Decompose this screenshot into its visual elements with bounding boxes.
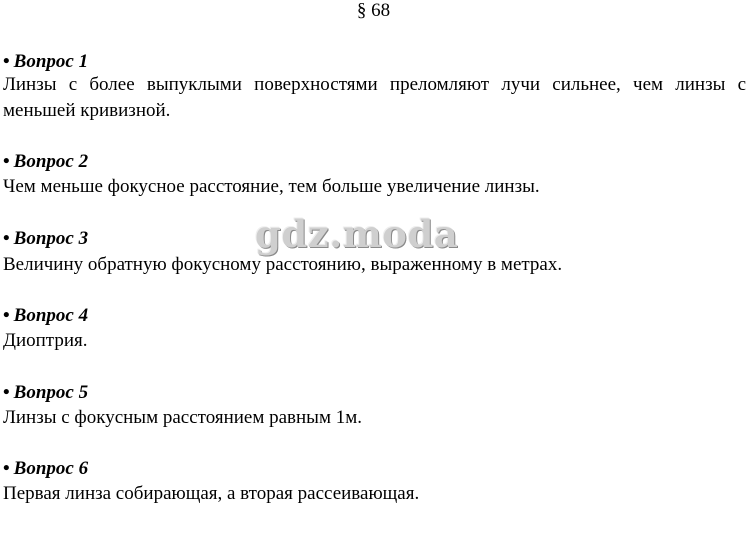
- question-1-answer: Линзы с более выпуклыми поверхностями преломляют лучи сильнее, чем линзы с меньшей кривизной.: [3, 74, 746, 121]
- question-1-label: Вопрос 1: [13, 51, 89, 72]
- question-2-answer: Чем меньше фокусное расстояние, тем больше увеличение линзы.: [3, 176, 540, 197]
- question-2-label: Вопрос 2: [13, 151, 89, 172]
- question-5-label: Вопрос 5: [13, 382, 89, 403]
- question-6-label: Вопрос 6: [13, 458, 89, 479]
- question-5-answer: Линзы с фокусным расстоянием равным 1м.: [3, 407, 362, 428]
- bullet-icon: •: [3, 151, 10, 172]
- question-6-answer: Первая линза собирающая, а вторая рассеивающая.: [3, 483, 420, 504]
- question-2-heading: [3, 151, 88, 173]
- bullet-icon: •: [3, 382, 10, 403]
- watermark-logo: gdz.moda: [255, 212, 459, 256]
- bullet-icon: •: [3, 228, 10, 249]
- question-6-heading: [3, 458, 88, 480]
- bullet-icon: •: [3, 305, 10, 326]
- section-title: § 68: [356, 0, 391, 21]
- bullet-icon: •: [3, 51, 10, 72]
- question-4-answer: Диоптрия.: [3, 330, 88, 351]
- question-1-heading: [3, 51, 88, 73]
- question-5-heading: [3, 382, 88, 404]
- question-4-label: Вопрос 4: [13, 305, 89, 326]
- question-3-answer: Величину обратную фокусному расстоянию, выраженному в метрах.: [3, 254, 563, 275]
- bullet-icon: •: [3, 458, 10, 479]
- question-3-heading: [3, 228, 88, 250]
- question-3-label: Вопрос 3: [13, 228, 89, 249]
- question-4-heading: [3, 305, 88, 327]
